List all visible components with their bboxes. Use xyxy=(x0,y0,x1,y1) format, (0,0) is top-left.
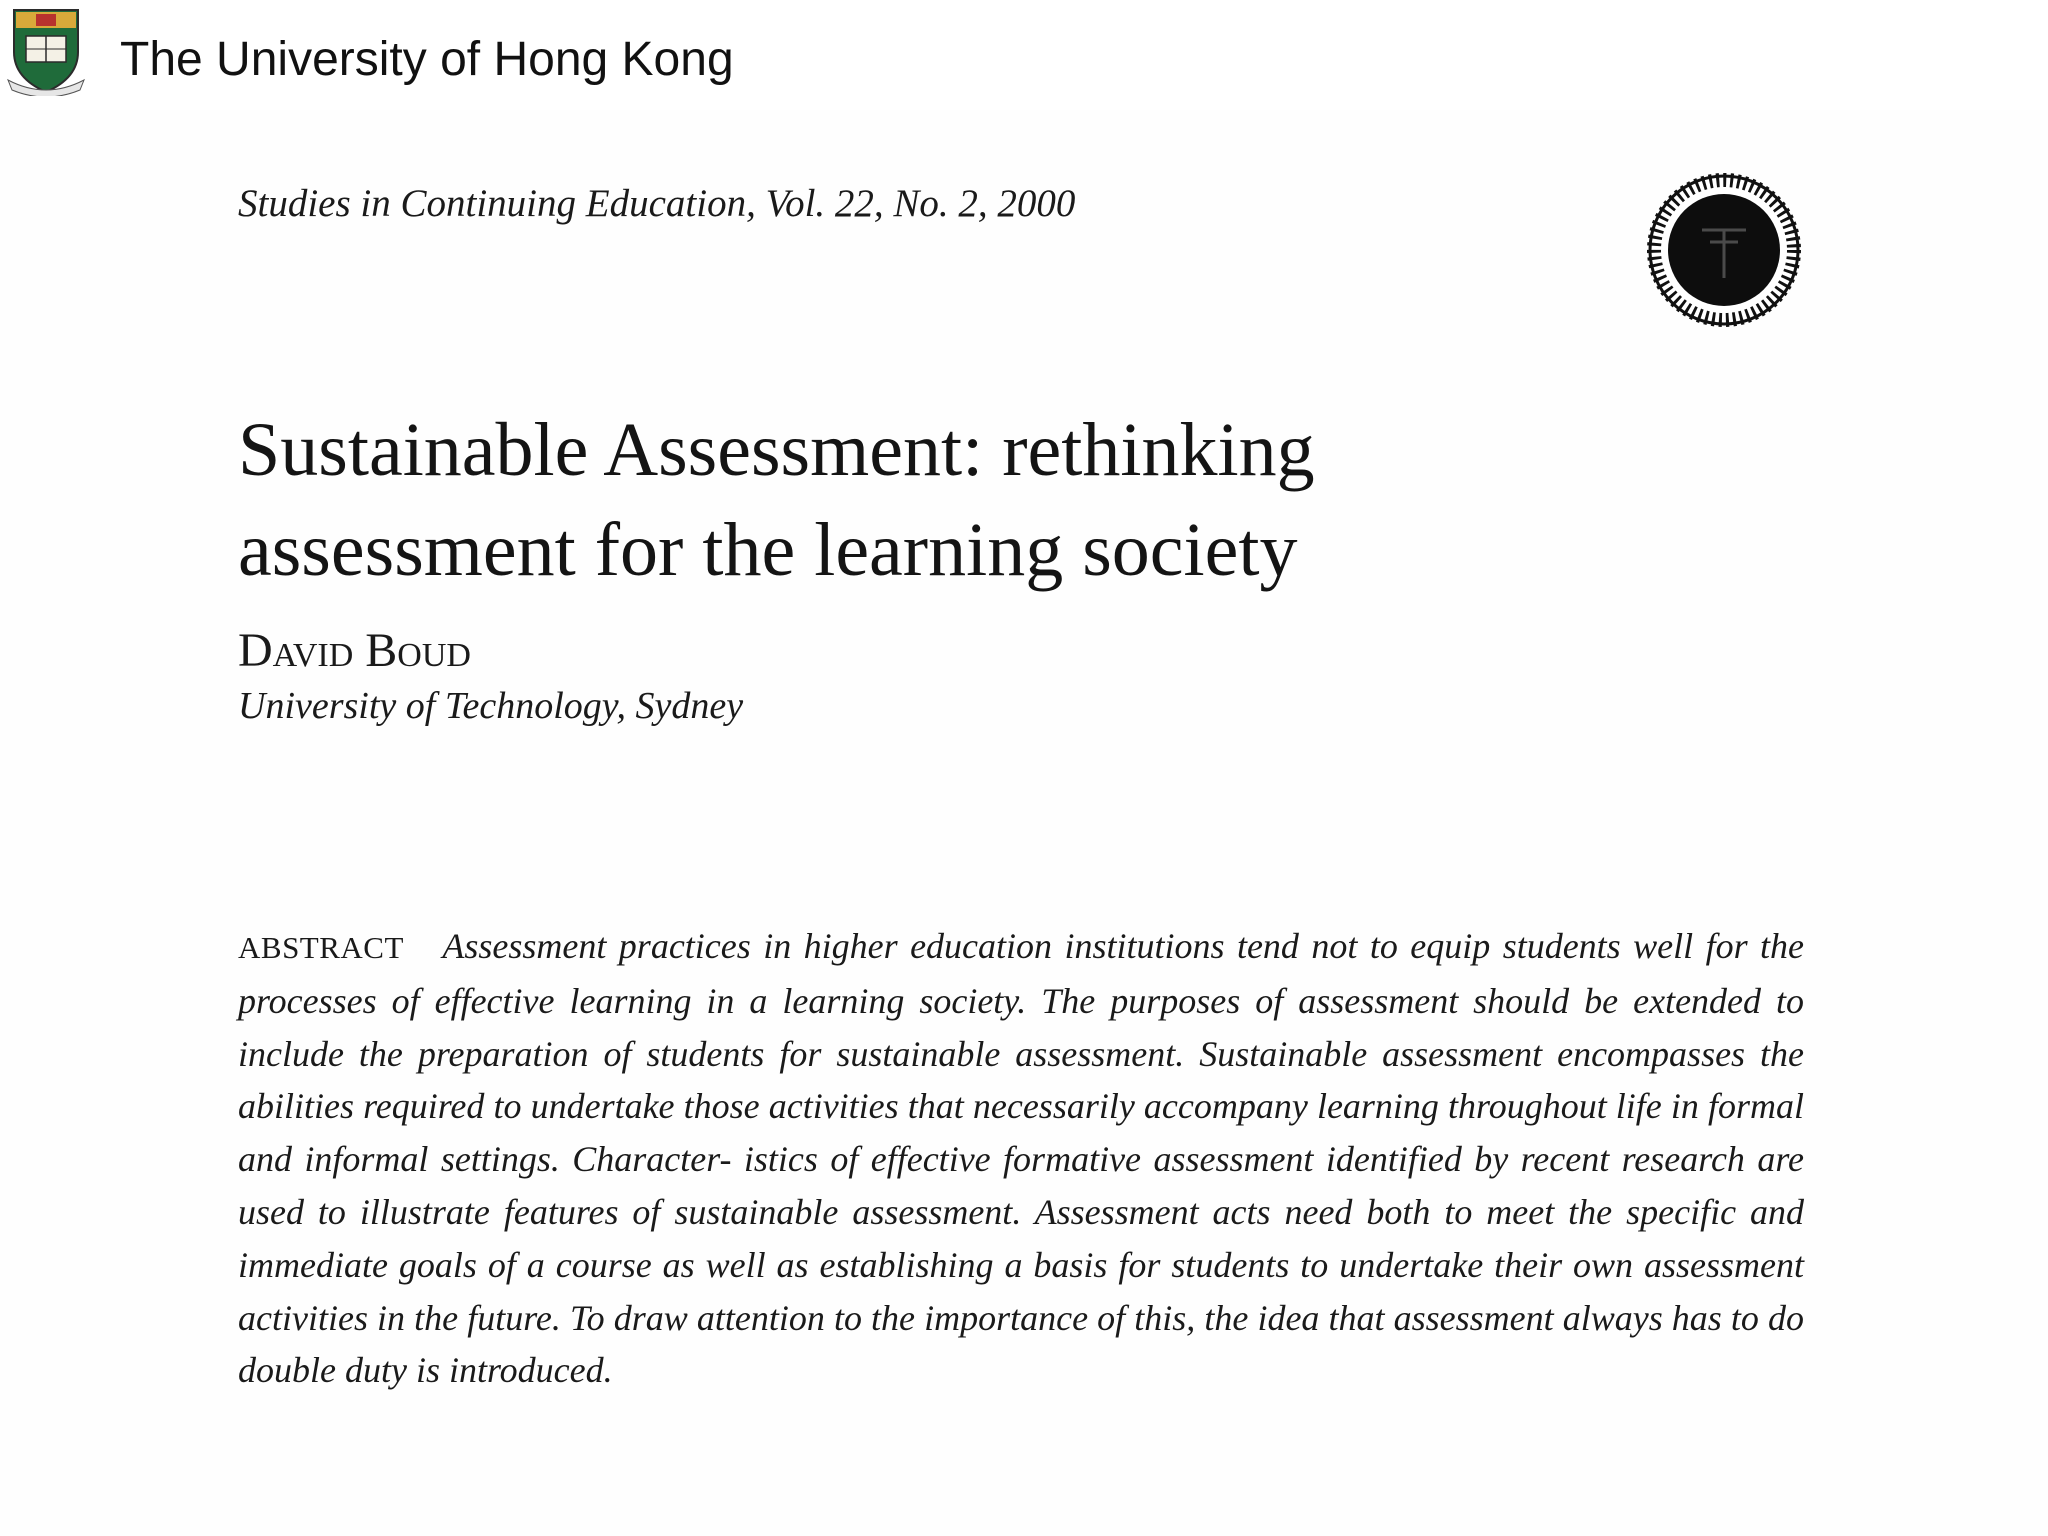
abstract-label: ABSTRACT xyxy=(238,930,404,965)
author-name: David Boud xyxy=(238,624,471,677)
journal-citation: Studies in Continuing Education, Vol. 22, No. 2, 2000 xyxy=(238,182,1076,225)
slide-header xyxy=(0,0,2048,110)
paper-title xyxy=(238,400,1638,600)
paper-title-line: assessment for the learning society xyxy=(238,508,1298,592)
carfax-publishing-seal-icon xyxy=(1644,170,1804,330)
abstract xyxy=(238,920,1804,1397)
institution-name: The University of Hong Kong xyxy=(120,33,734,86)
paper-page xyxy=(0,110,2048,1536)
hku-crest-icon xyxy=(6,4,86,96)
abstract-text: Assessment practices in higher education institutions tend not to equip students well for the processes of effective learning in a learning society. The purposes of assessment should be extended to include the preparation of students for sustainable assessment. Sustainable assessment encompasses the abilities required to undertake those activities that necessarily accompany learning throughout life in formal and informal settings. Character- istics of effective formative assessment identified by recent research are used to illustrate features of sustainable assessment. Assessment acts need both to meet the specific and immediate goals of a course as well as establishing a basis for students to undertake their own assessment activities in the future. To draw attention to the importance of this, the idea that assessment always has to do double duty is introduced. xyxy=(238,926,1805,1391)
paper-title-line: Sustainable Assessment: rethinking xyxy=(238,408,1315,492)
author-affiliation: University of Technology, Sydney xyxy=(238,685,744,727)
